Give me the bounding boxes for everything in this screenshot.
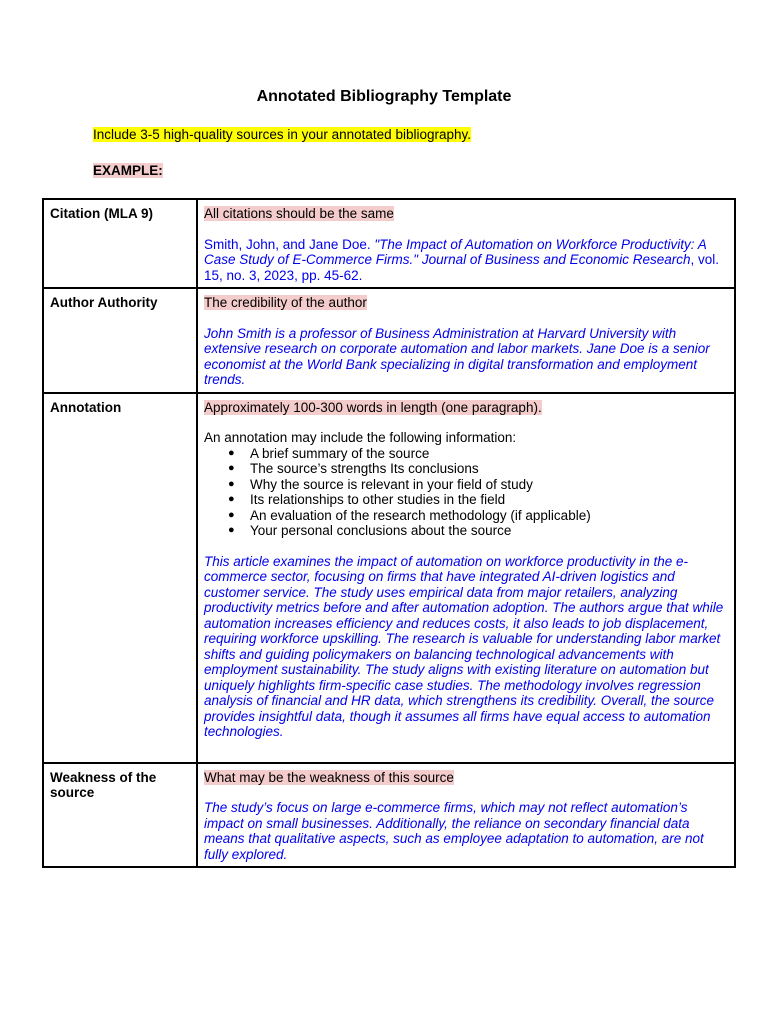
weakness-cell — [197, 763, 735, 868]
list-item: ● Your personal conclusions about the source — [250, 523, 728, 539]
table-row-annotation — [43, 393, 735, 763]
weakness-hint: What may be the weakness of this source — [204, 769, 454, 785]
list-item: ● The source’s strengths Its conclusions — [250, 461, 728, 477]
citation-article-title: "The Impact of Automation on Workforce Productivity: A Case Study of E-Commerce Firms." — [204, 236, 707, 267]
authority-cell — [197, 288, 735, 393]
citation-journal: Journal of Business and Economic Research — [418, 252, 691, 267]
annotation-cell — [197, 393, 735, 763]
list-item: ● Its relationships to other studies in the field — [250, 492, 728, 508]
weakness-text: The study’s focus on large e-commerce firms, which may not reflect automation’s impact on small businesses. Additionally, the reliance on secondary financial data means that qualitative aspects, such as employee adaptation to automation, are not fully explored. — [204, 800, 704, 862]
bibliography-table — [42, 198, 736, 868]
citation-entry — [204, 237, 728, 284]
citation-authors: Smith, John, and Jane Doe. — [204, 236, 375, 252]
citation-label: Citation (MLA 9) — [43, 199, 197, 288]
citation-hint: All citations should be the same — [204, 206, 394, 221]
citation-details: , vol. 15, no. 3, 2023, pp. 45-62. — [204, 252, 720, 283]
table-row-weakness — [43, 763, 735, 868]
page-title: Annotated Bibliography Template — [256, 88, 512, 105]
list-item: ● Why the source is relevant in your field of study — [250, 477, 728, 493]
authority-hint: The credibility of the author — [204, 295, 367, 310]
list-item: ● A brief summary of the source — [250, 446, 728, 462]
instruction-text: Include 3-5 high-quality sources in your annotated bibliography. — [93, 127, 471, 142]
annotation-hint: Approximately 100-300 words in length (one paragraph). — [204, 399, 542, 415]
table-row-citation — [43, 199, 735, 288]
authority-text: John Smith is a professor of Business Administration at Harvard University with extensive research on corporate automation and labor markets. Jane Doe is a senior economist at the World Bank specializing in digital transformation and employment trends. — [204, 325, 710, 387]
annotation-bullet-list — [204, 446, 728, 539]
example-label: EXAMPLE: — [93, 163, 163, 178]
citation-cell — [197, 199, 735, 288]
annotation-label: Annotation — [43, 393, 197, 763]
annotation-text: This article examines the impact of automation on workforce productivity in the e-commerce sector, focusing on firms that have integrated AI-driven logistics and customer service. The study uses empirical data from major retailers, analyzing productivity metrics before and after automation adoption. The authors argue that while automation increases efficiency and reduces costs, it also leads to job displacement, requiring workforce upskilling. The research is valuable for understanding labor market shifts and guiding policymakers on balancing technological advancements with employment sustainability. The study aligns with existing literature on automation but uniquely highlights firm-specific case studies. The methodology involves regression analysis of financial and HR data, which strengthens its credibility. Overall, the source provides insightful data, though it assumes all firms have equal access to automation technologies. — [204, 553, 724, 739]
annotation-intro: An annotation may include the following information: — [204, 430, 517, 445]
table-row-authority — [43, 288, 735, 393]
list-item: ● An evaluation of the research methodology (if applicable) — [250, 508, 728, 524]
authority-label: Author Authority — [43, 288, 197, 393]
weakness-label: Weakness of the source — [43, 763, 197, 868]
